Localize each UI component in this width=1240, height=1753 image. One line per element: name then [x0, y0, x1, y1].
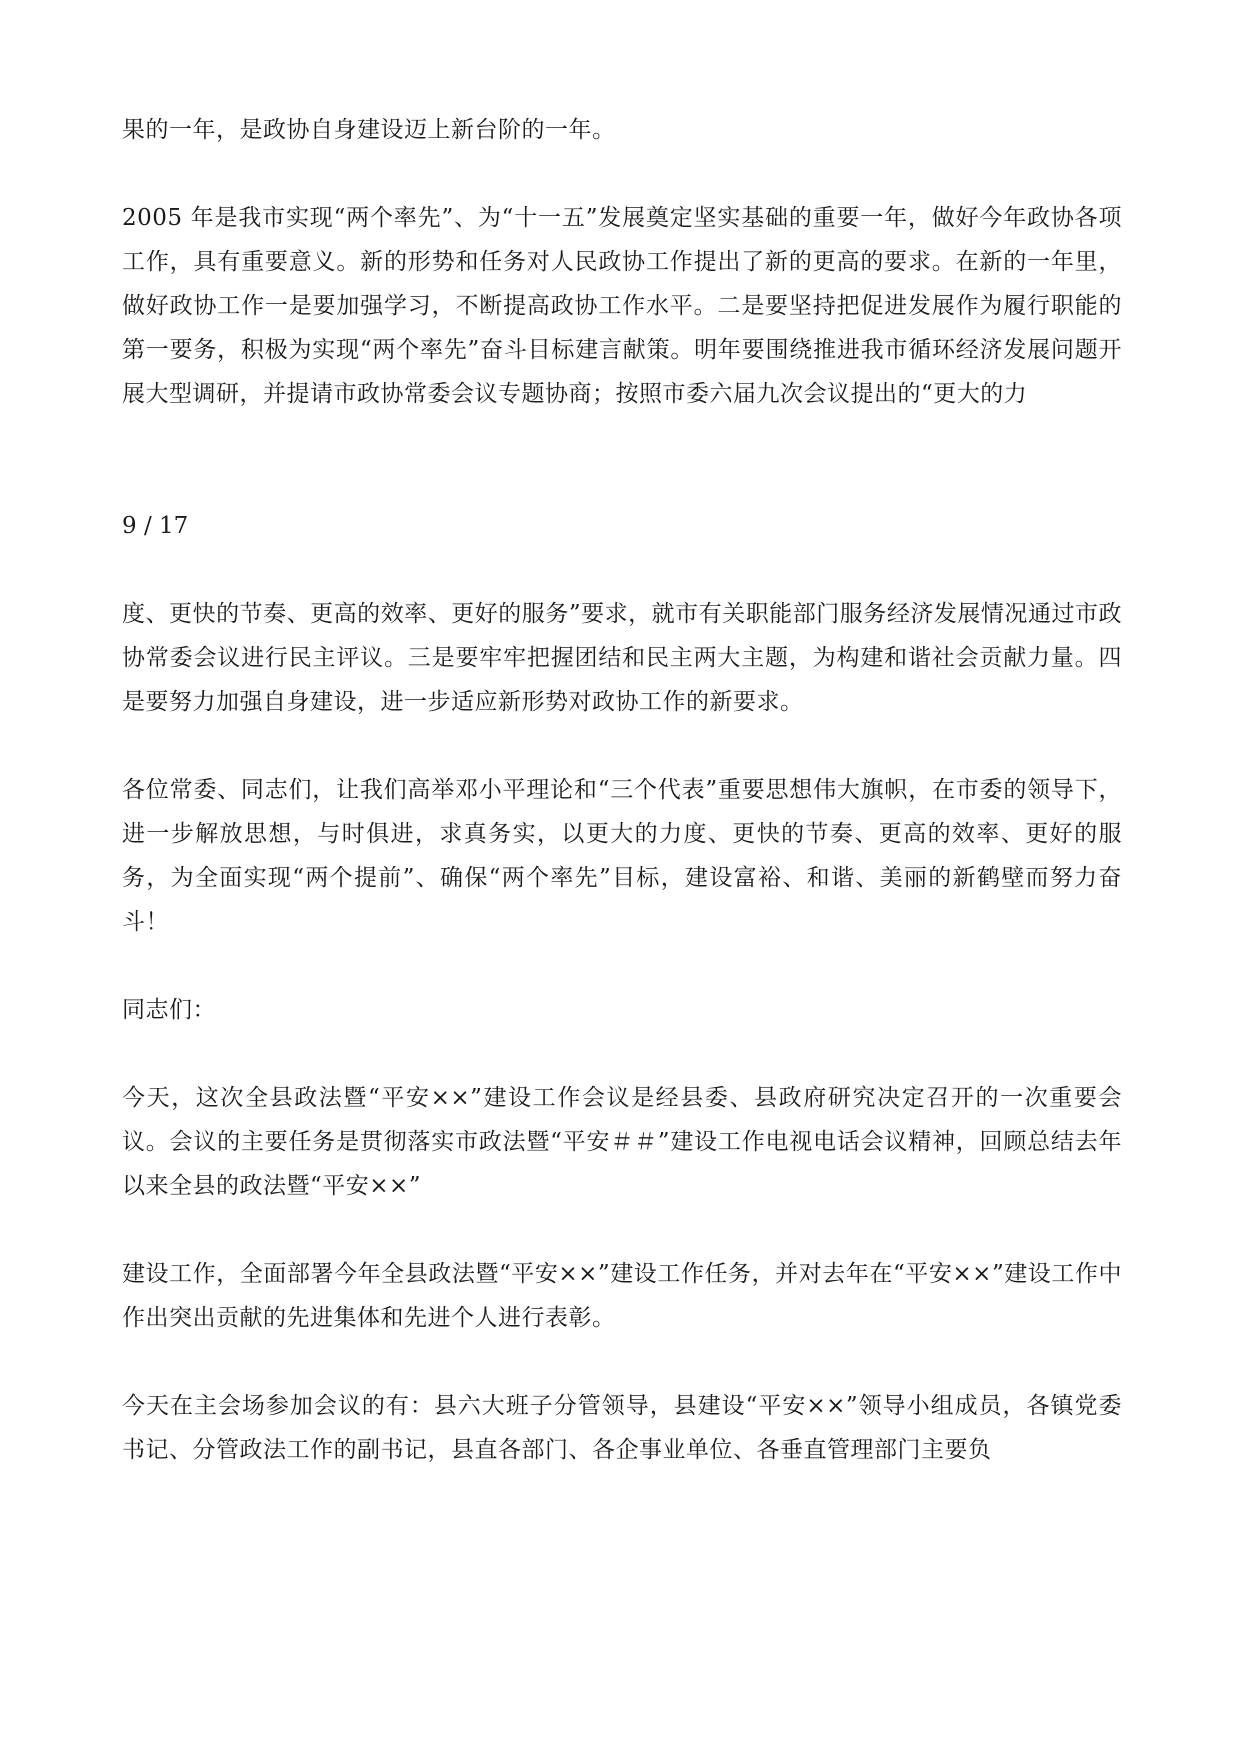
paragraph-1: 果的一年，是政协自身建设迈上新台阶的一年。 [122, 117, 616, 143]
page-number: 9 / 17 [122, 513, 189, 539]
paragraph-3: 度、更快的节奏、更高的效率、更好的服务”要求，就市有关职能部门服务经济发展情况通过市政协常委会议进行民主评议。三是要牢牢把握团结和民主两大主题，为构建和谐社会贡献力量。四是要努力加强自身建设，进一步适应新形势对政协工作的新要求。 [122, 601, 1122, 715]
paragraph-7: 今天在主会场参加会议的有：县六大班子分管领导，县建设“平安××”领导小组成员，各镇党委书记、分管政法工作的副书记，县直各部门、各企事业单位、各垂直管理部门主要负 [122, 1393, 1122, 1463]
paragraph-4: 各位常委、同志们，让我们高举邓小平理论和“三个代表”重要思想伟大旗帜，在市委的领导下，进一步解放思想，与时俱进，求真务实，以更大的力度、更快的节奏、更高的效率、更好的服务，为全面实现“两个提前”、确保“两个率先”目标，建设富裕、和谐、美丽的新鹤壁而努力奋斗！ [122, 777, 1122, 935]
paragraph-2: 2005 年是我市实现“两个率先”、为“十一五”发展奠定坚实基础的重要一年，做好今年政协各项工作，具有重要意义。新的形势和任务对人民政协工作提出了新的更高的要求。在新的一年里，做好政协工作一是要加强学习，不断提高政协工作水平。二是要坚持把促进发展作为履行职能的第一要务，积极为实现“两个率先”奋斗目标建言献策。明年要围绕推进我市循环经济发展问题开展大型调研，并提请市政协常委会议专题协商；按照市委六届九次会议提出的“更大的力 [122, 205, 1122, 407]
paragraph-5: 今天，这次全县政法暨“平安××”建设工作会议是经县委、县政府研究决定召开的一次重要会议。会议的主要任务是贯彻落实市政法暨“平安＃＃”建设工作电视电话会议精神，回顾总结去年以来全县的政法暨“平安××” [122, 1085, 1122, 1199]
paragraph-6: 建设工作，全面部署今年全县政法暨“平安××”建设工作任务，并对去年在“平安××”建设工作中作出突出贡献的先进集体和先进个人进行表彰。 [122, 1261, 1122, 1331]
salutation: 同志们： [122, 997, 216, 1023]
